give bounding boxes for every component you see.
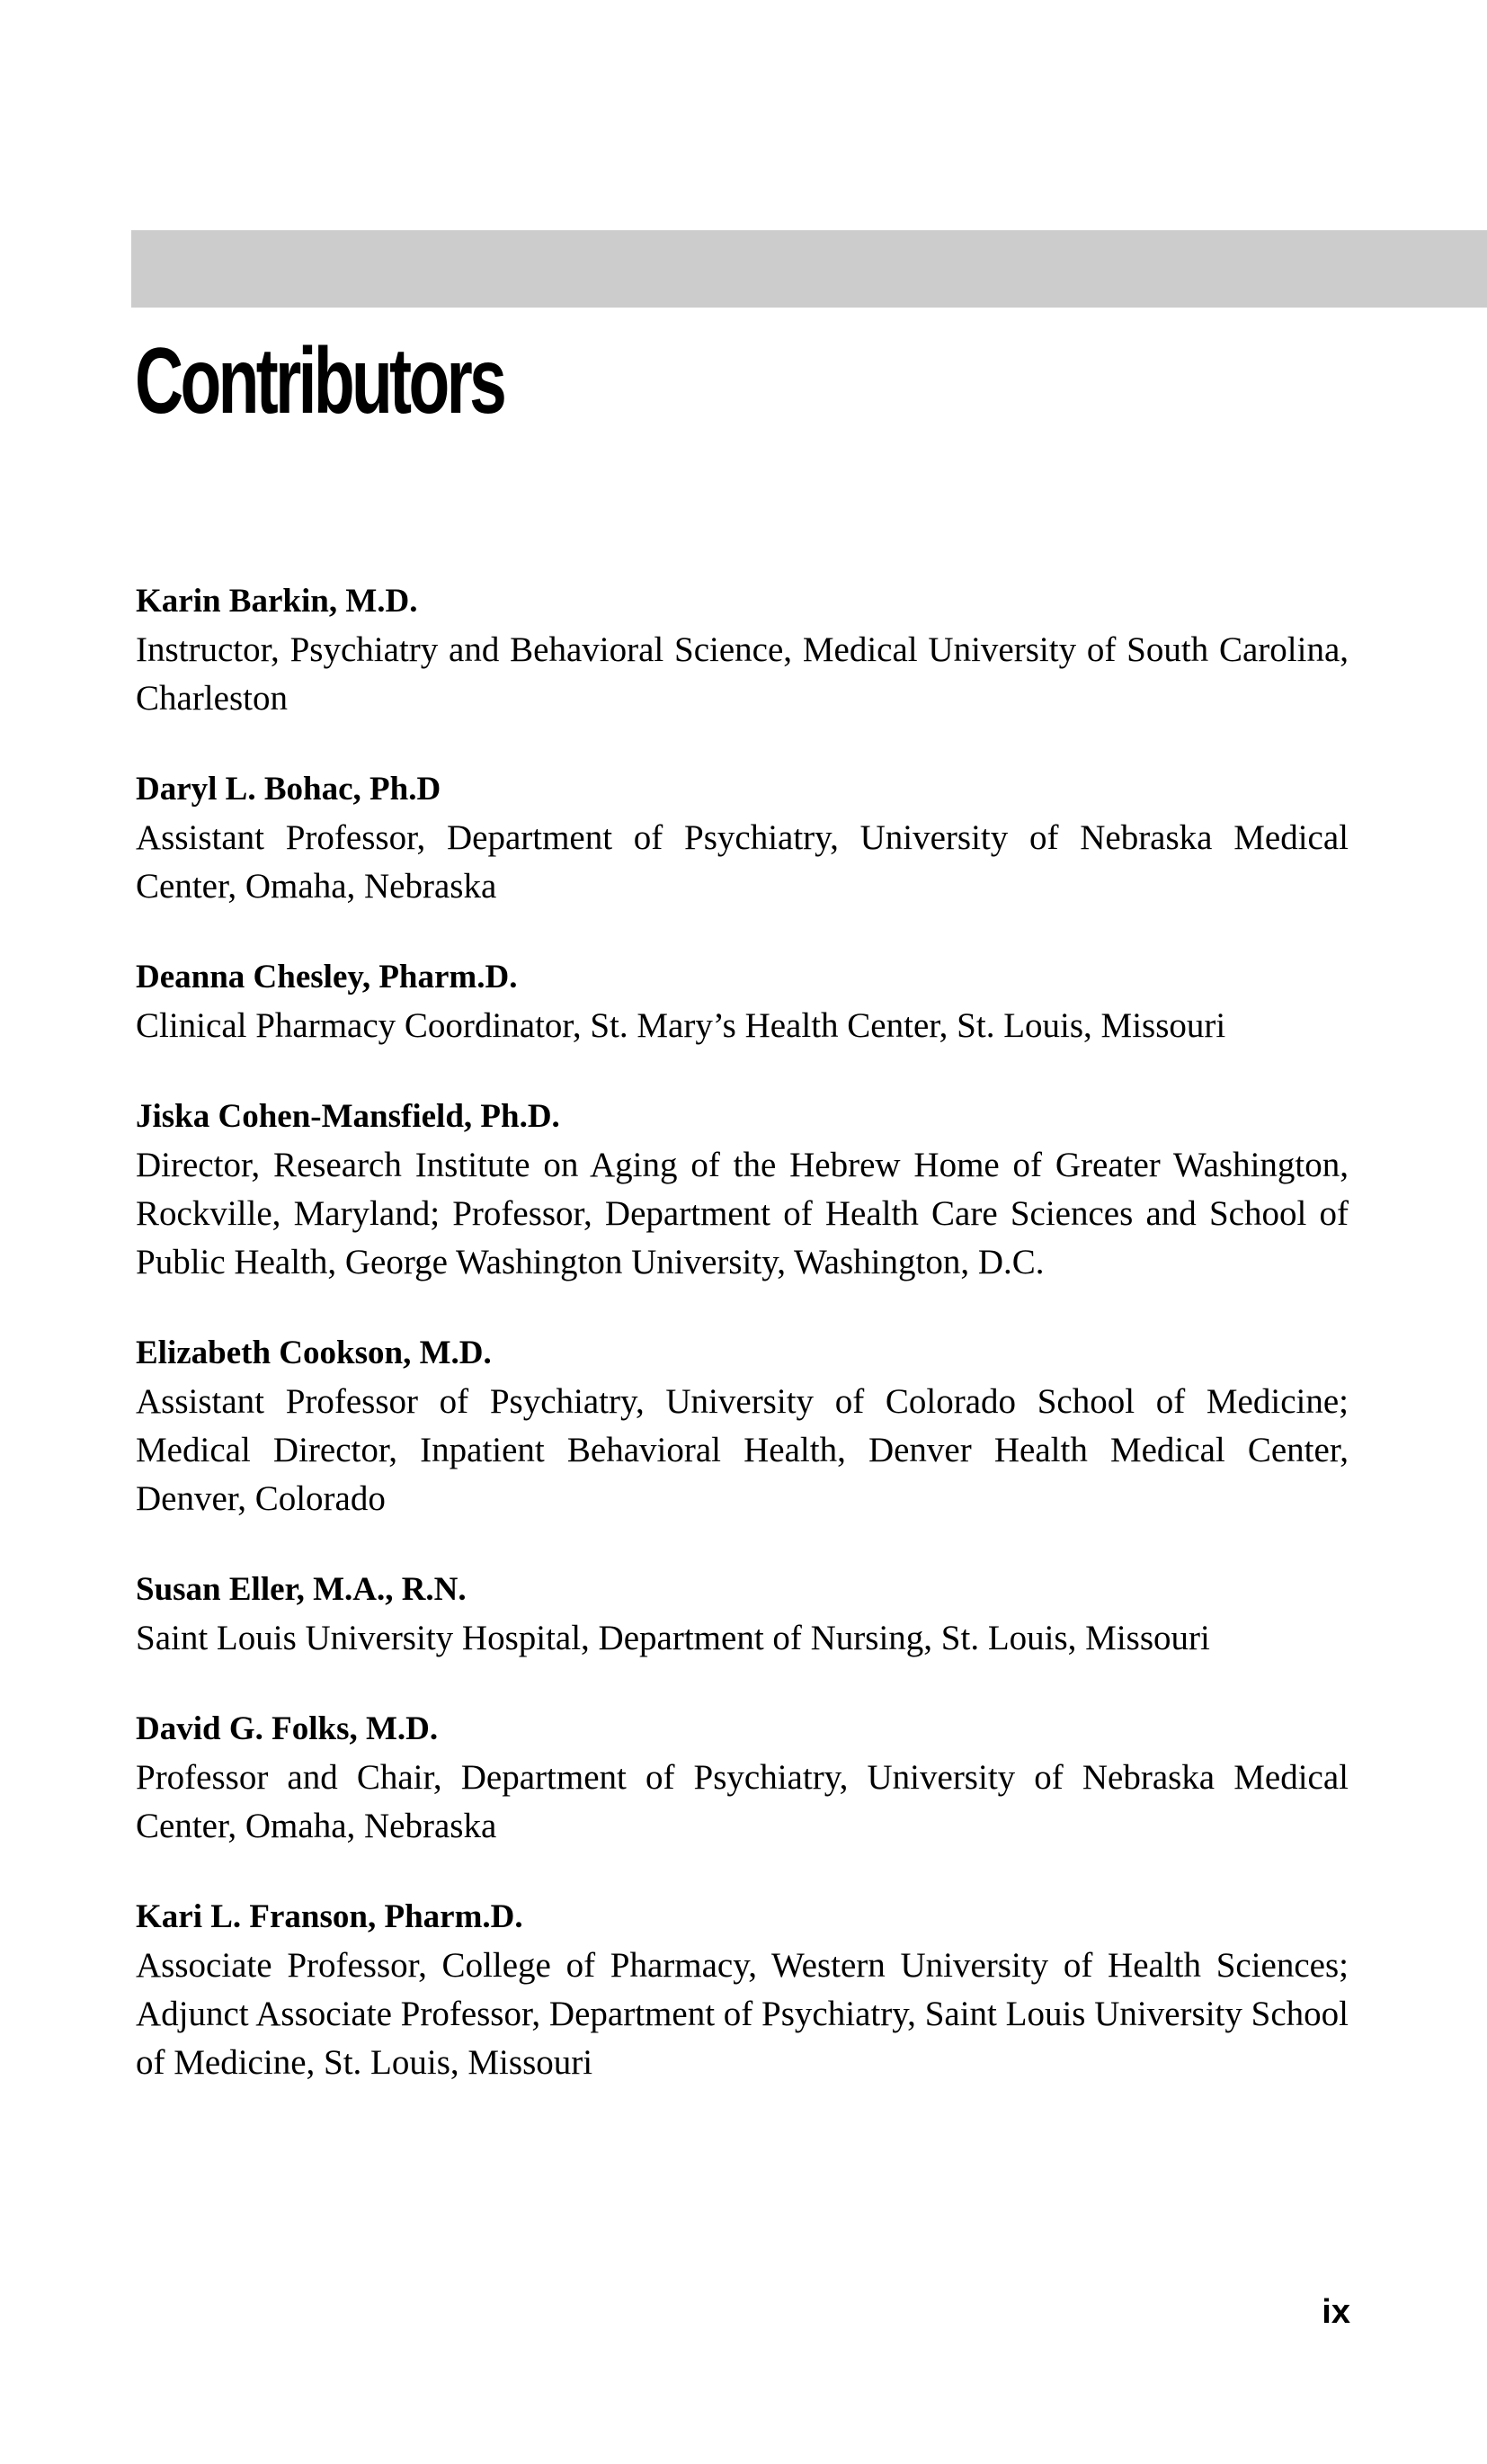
contributor-name: Deanna Chesley, Pharm.D. (136, 959, 518, 995)
header-band (131, 230, 1487, 308)
contributor-entry (136, 1093, 1349, 1287)
contributor-entry (136, 953, 1349, 1050)
contributor-entry (136, 1566, 1349, 1663)
contributor-entry (136, 577, 1349, 723)
contributor-name: Kari L. Franson, Pharm.D. (136, 1898, 523, 1935)
contributor-affiliation: Saint Louis University Hospital, Department of Nursing, St. Louis, Missouri (136, 1619, 1210, 1657)
contributor-affiliation: Instructor, Psychiatry and Behavioral Science, Medical University of South Carolina, Charleston (136, 630, 1349, 718)
contributor-name: Susan Eller, M.A., R.N. (136, 1571, 467, 1608)
contributor-entry (136, 1705, 1349, 1851)
contributor-name: David G. Folks, M.D. (136, 1710, 439, 1747)
contributor-affiliation: Associate Professor, College of Pharmacy, Western University of Health Sciences; Adjunct Associate Professor, Department of Psychiatry, Saint Louis University School of Medicine, St. Louis, Missouri (136, 1946, 1349, 2082)
contributor-affiliation: Professor and Chair, Department of Psychiatry, University of Nebraska Medical Center, Omaha, Nebraska (136, 1758, 1349, 1845)
contributor-name: Jiska Cohen-Mansfield, Ph.D. (136, 1098, 560, 1135)
page-number: ix (1322, 2293, 1350, 2331)
contributor-affiliation: Assistant Professor of Psychiatry, University of Colorado School of Medicine; Medical Director, Inpatient Behavioral Health, Denver Health Medical Center, Denver, Colorado (136, 1382, 1349, 1518)
contributor-affiliation: Assistant Professor, Department of Psychiatry, University of Nebraska Medical Center, Omaha, Nebraska (136, 818, 1349, 906)
contributor-affiliation: Director, Research Institute on Aging of the Hebrew Home of Greater Washington, Rockville, Maryland; Professor, Department of Health Care Sciences and School of Public Health, George Washington University, Washington, D.C. (136, 1146, 1349, 1281)
contributor-name: Daryl L. Bohac, Ph.D (136, 771, 441, 808)
contributor-entry (136, 1329, 1349, 1523)
contributor-entry (136, 765, 1349, 911)
contributor-name: Karin Barkin, M.D. (136, 583, 418, 620)
contributor-list (136, 577, 1349, 2129)
contributor-affiliation: Clinical Pharmacy Coordinator, St. Mary’s Health Center, St. Louis, Missouri (136, 1006, 1226, 1045)
contributor-entry (136, 1893, 1349, 2087)
contributor-name: Elizabeth Cookson, M.D. (136, 1335, 492, 1371)
page-title: Contributors (135, 329, 504, 433)
